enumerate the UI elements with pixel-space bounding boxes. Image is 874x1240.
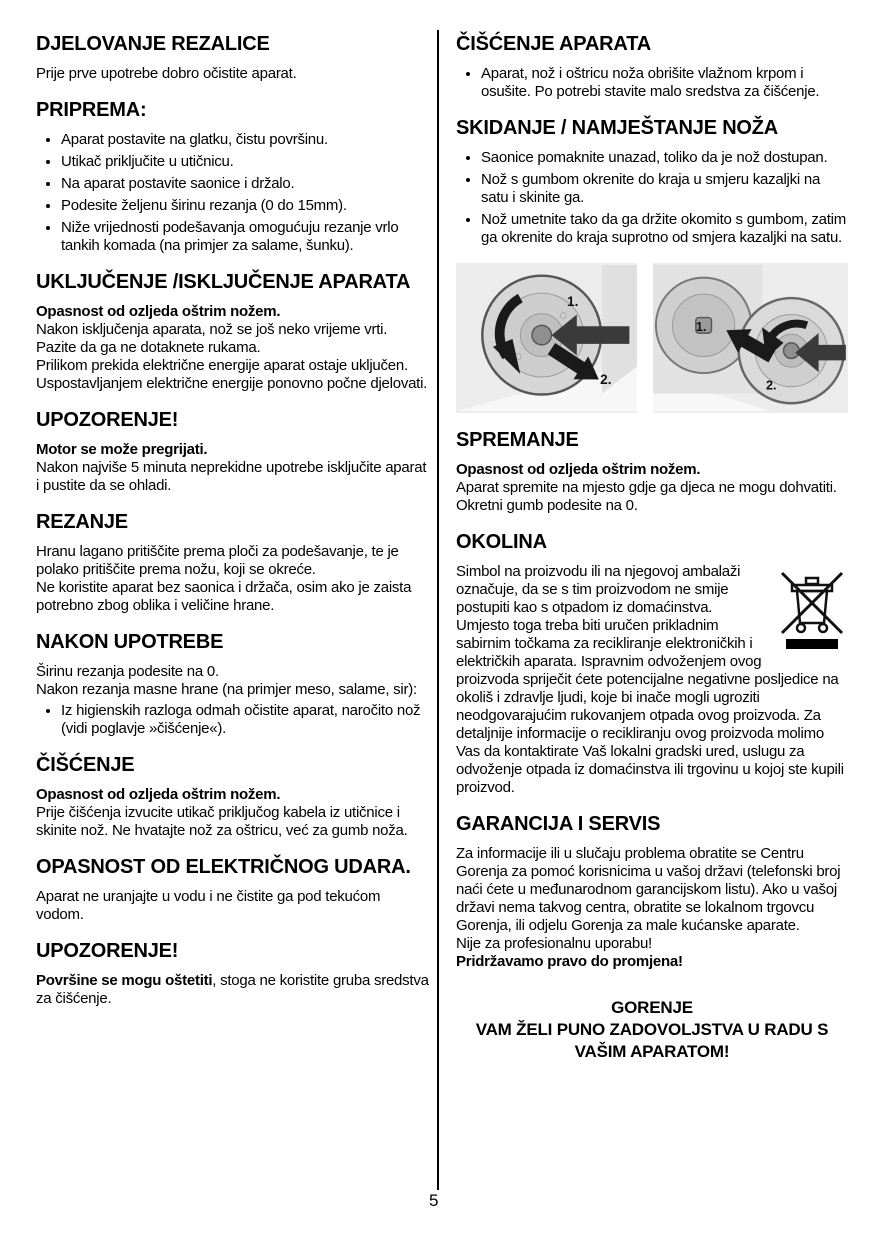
footer-brand: GORENJE <box>611 998 693 1017</box>
paragraph: Nakon isključenja aparata, nož se još neko vrijeme vrti. Pazite da ga ne dotaknete rukama. <box>36 321 388 356</box>
list-item: • Iz higienskih razloga odmah očistite aparat, naročito nož (vidi poglavje »čišćenje«). <box>61 702 429 738</box>
section-title-djelovanje: DJELOVANJE REZALICE <box>36 33 270 55</box>
right-column <box>456 30 848 1063</box>
nakon-list <box>36 702 429 738</box>
list-item: • Aparat postavite na glatku, čistu površinu. <box>61 131 429 149</box>
list-item: • Aparat, nož i oštricu noža obrišite vlažnom krpom i osušite. Po potrebi stavite malo sredstva za čišćenje. <box>481 65 848 101</box>
warning-lead: Opasnost od ozljeda oštrim nožem. <box>36 786 281 803</box>
blade-removal-figures <box>456 263 848 413</box>
paragraph: Za informacije ili u slučaju problema obratite se Centru Gorenja za pomoć korisnicima u vašoj državi (telefonski broj naći ćete u međunarodnom garancijskom listu). Ako u vašoj državi nema takvog centra, obratite se lokalnom trgovcu Gorenja, ili odjelu Gorenja za male kućanske aparate. <box>456 845 841 934</box>
paragraph: Prije prve upotrebe dobro očistite aparat. <box>36 65 297 82</box>
left-column <box>36 30 429 1008</box>
skidanje-list <box>456 149 848 247</box>
figure2-step1-label: 1. <box>696 320 707 335</box>
paragraph: Hranu lagano pritiščite prema ploči za podešavanje, te je polako pritiščite prema nožu, koji se okreće. <box>36 543 399 578</box>
ciscenje-aparata-list <box>456 65 848 101</box>
figure1-step2-label: 2. <box>600 371 612 387</box>
paragraph: Nakon najviše 5 minuta neprekidne upotrebe isključite aparat i pustite da se ohladi. <box>36 459 427 494</box>
footer-wish: VAM ŽELI PUNO ZADOVOLJSTVA U RADU S VAŠIM APARATOM! <box>475 1020 829 1061</box>
paragraph: Okretni gumb podesite na 0. <box>456 497 638 514</box>
priprema-list <box>36 131 429 255</box>
list-item: • Nož s gumbom okrenite do kraja u smjeru kazaljki na satu i skinite ga. <box>481 171 848 207</box>
section-title-garancija: GARANCIJA I SERVIS <box>456 813 661 835</box>
paragraph: Aparat ne uranjajte u vodu i ne čistite ga pod tekućom vodom. <box>36 888 381 923</box>
paragraph: Prije čišćenja izvucite utikač priključog kabela iz utičnice i skinite nož. Ne hvatajte nož za oštricu, već za gumb noža. <box>36 804 408 839</box>
warning-lead: Opasnost od ozljeda oštrim nožem. <box>36 303 281 320</box>
okolina-block <box>456 563 848 797</box>
blade-removal-figure-2 <box>653 263 848 413</box>
warning-lead: Motor se može pregrijati. <box>36 441 208 458</box>
figure1-step1-label: 1. <box>567 293 579 309</box>
paragraph: Nije za profesionalnu uporabu! <box>456 935 652 952</box>
blade-removal-figure-1 <box>456 263 637 413</box>
list-item: • Utikač priključite u utičnicu. <box>61 153 429 171</box>
column-divider <box>437 30 439 1190</box>
section-title-skidanje: SKIDANJE / NAMJEŠTANJE NOŽA <box>456 117 779 139</box>
list-item: • Nož umetnite tako da ga držite okomito s gumbom, zatim ga okrenite do kraja suprotno od smjera kazaljki na satu. <box>481 211 848 247</box>
warning-lead-inline: Površine se mogu oštetiti <box>36 972 213 989</box>
section-title-upozorenje-1: UPOZORENJE! <box>36 409 179 431</box>
section-title-opasnost-udara: OPASNOST OD ELEKTRIČNOG UDARA. <box>36 856 411 878</box>
list-item: • Podesite željenu širinu rezanja (0 do 15mm). <box>61 197 429 215</box>
paragraph: Prilikom prekida električne energije aparat ostaje uključen. Uspostavljanjem električne energije ponovno počne djelovati. <box>36 357 428 392</box>
section-title-ciscenje-aparata: ČIŠĆENJE APARATA <box>456 33 651 55</box>
section-title-okolina: OKOLINA <box>456 531 547 553</box>
paragraph: Simbol na proizvodu ili na njegovoj ambalaži označuje, da se s tim proizvodom ne smije postupiti kao s otpadom iz domaćinstva. Umjesto toga treba biti uručen prikladnim sabirnim točkama za recikliranje elektroničkih i električkih aparata. Ispravnim odvoženjem ovog proizvoda spriječit ćete potencijalne negativne posljedice na okoliš i zdravlje ljudi, koje bi inače mogli ugroziti neodgovarajućim rukovanjem otpada ovog proizvoda. Za detaljnije informacije o recikliranju ovog proizvoda molimo Vas da kontaktirate Vaš lokalni gradski ured, uslugu za odvoženje otpada iz domaćinstva ili trgovinu u kojoj ste kupili proizvod. <box>456 563 844 796</box>
section-title-priprema: PRIPREMA: <box>36 99 147 121</box>
list-item: • Na aparat postavite saonice i držalo. <box>61 175 429 193</box>
paragraph <box>36 972 429 1008</box>
section-title-ciscenje: ČIŠĆENJE <box>36 754 135 776</box>
footer-message <box>456 997 848 1063</box>
paragraph: Nakon rezanja masne hrane (na primjer meso, salame, sir): <box>36 681 417 698</box>
section-title-upozorenje-2: UPOZORENJE! <box>36 940 179 962</box>
list-item: • Saonice pomaknite unazad, toliko da je nož dostupan. <box>481 149 848 167</box>
page-number: 5 <box>429 1191 439 1210</box>
paragraph-bold: Pridržavamo pravo do promjena! <box>456 953 683 970</box>
section-title-spremanje: SPREMANJE <box>456 429 579 451</box>
weee-crossed-bin-icon <box>776 565 848 651</box>
section-title-ukljucenje: UKLJUČENJE /ISKLJUČENJE APARATA <box>36 271 411 293</box>
paragraph: Ne koristite aparat bez saonica i držača, osim ako je zaista potrebno zbog oblika i veličine hrane. <box>36 579 412 614</box>
list-item: • Niže vrijednosti podešavanja omogućuju rezanje vrlo tankih komada (na primjer za salame, šunku). <box>61 219 429 255</box>
section-title-rezanje: REZANJE <box>36 511 128 533</box>
figure2-step2-label: 2. <box>766 378 777 393</box>
warning-lead: Opasnost od ozljeda oštrim nožem. <box>456 461 701 478</box>
paragraph: Širinu rezanja podesite na 0. <box>36 663 219 680</box>
section-title-nakon-upotrebe: NAKON UPOTREBE <box>36 631 224 653</box>
paragraph: Aparat spremite na mjesto gdje ga djeca ne mogu dohvatiti. <box>456 479 837 496</box>
paragraph-rest: , stoga ne koristite gruba sredstva za čišćenje. <box>36 972 429 1007</box>
